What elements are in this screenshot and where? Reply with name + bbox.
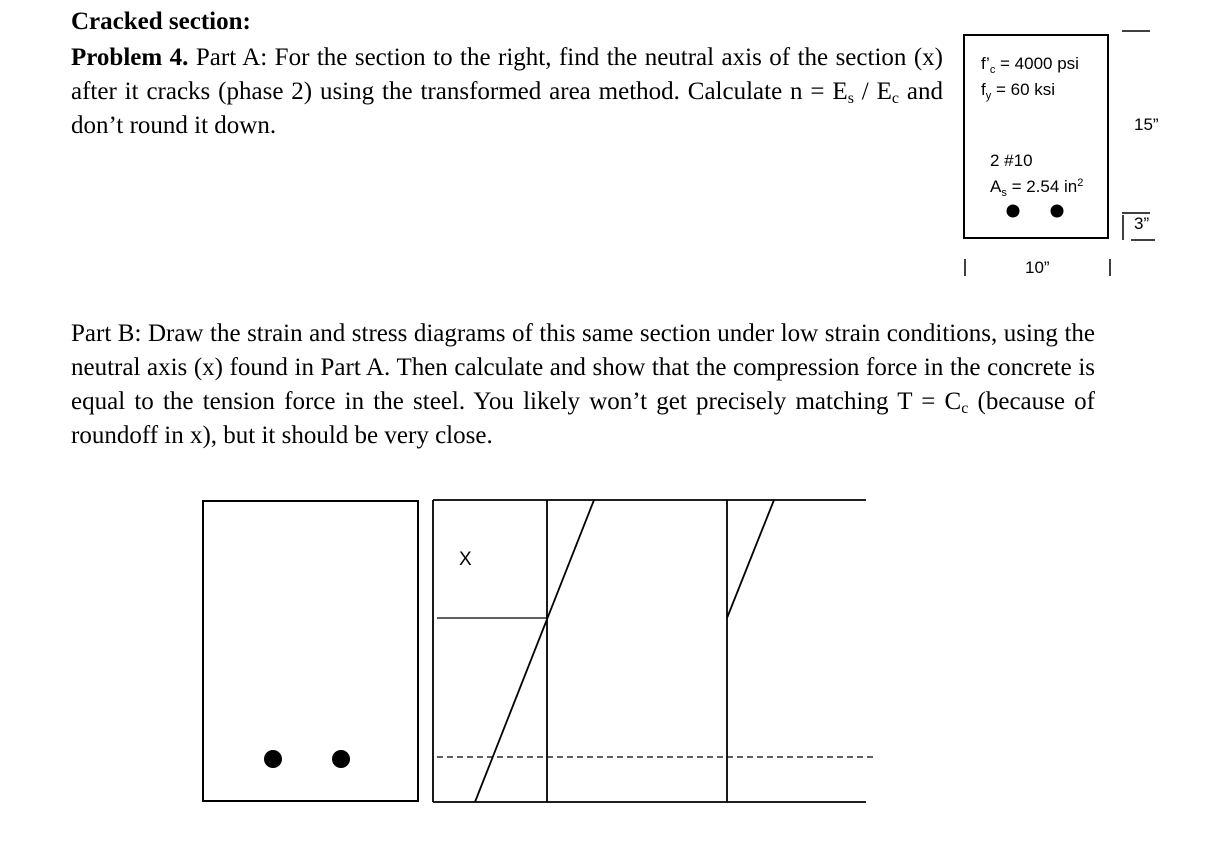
part-b-sub-c: c [961,400,969,417]
problem-text: Part A: For the section to the right, find the neutral axis of the section (x) after it cracks (phase 2) using the transformed area method. Calculate n = E [71,44,943,105]
cracked-rebar-1 [264,750,282,768]
heading: Cracked section: [71,8,251,35]
problem-text-end: and don’t round it down. [71,78,943,139]
cracked-rebar-2 [332,750,350,768]
part-b-text-end: (because of roundoff in x), but it should be very close. [71,388,1095,449]
section-rebar-1 [1007,205,1020,218]
as-label: $A_s = 2.54$ $in^2$ [990,177,1084,199]
fy-label: $f_y = 60$ ksi [981,80,1056,102]
problem-label: Problem 4. [71,44,189,71]
problem-sub-s: s [847,90,854,107]
cracked-section-box [203,501,418,801]
bar-count-label: 2 #10 [990,151,1033,170]
fc-label: $f’_c = 4000$ psi [981,54,1079,76]
height-dimension-label: 15” [1134,115,1159,134]
problem-sub-c: c [891,90,900,107]
neutral-axis-x-label: X [459,549,472,570]
section-rebar-2 [1051,205,1064,218]
stress-profile-line [727,500,774,618]
width-dimension-label: 10” [1025,258,1050,277]
part-b-text: Part B: Draw the strain and stress diagrams of this same section under low strain conditions, using the neutral axis (x) found in Part A. Then calculate and show that the compression force in the concrete is equal to the tension force in the steel. You likely won’t get precisely matching T = C [71,320,1095,415]
cover-dimension-label: 3” [1134,214,1150,233]
problem-text-mid: / E [853,78,892,105]
